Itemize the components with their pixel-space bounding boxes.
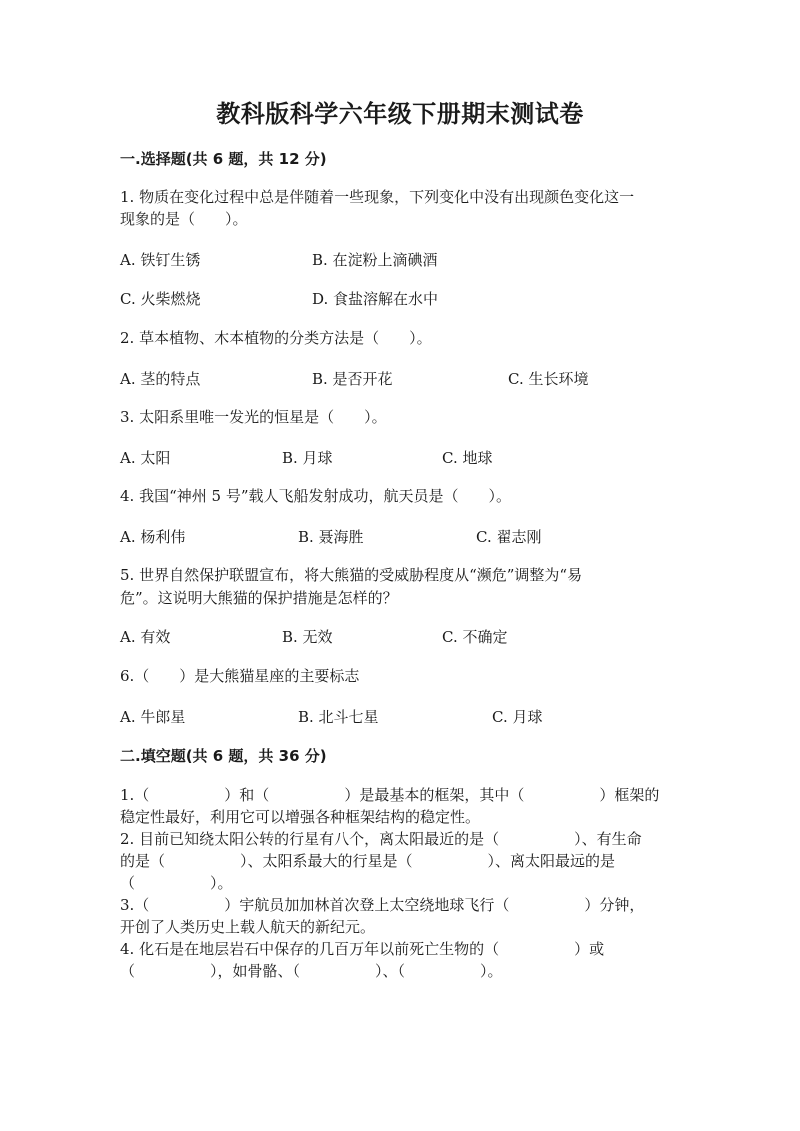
section-heading-fill-blank: 二.填空题(共 6 题，共 36 分) bbox=[120, 747, 327, 765]
question-4-option-a: A. 杨利伟 bbox=[120, 528, 186, 546]
question-1-option-b: B. 在淀粉上滴碘酒 bbox=[312, 251, 438, 269]
fill-line-6: 3.（ ）宇航员加加林首次登上太空绕地球飞行（ ）分钟， bbox=[120, 896, 645, 914]
fill-line-2: 稳定性最好，利用它可以增强各种框架结构的稳定性。 bbox=[120, 808, 481, 826]
question-5-option-c: C. 不确定 bbox=[442, 628, 508, 646]
question-4-option-b: B. 聂海胜 bbox=[298, 528, 364, 546]
question-4-line-1: 4. 我国“神州 5 号”载人飞船发射成功，航天员是（ ）。 bbox=[120, 487, 511, 505]
question-1-line-2: 现象的是（ ）。 bbox=[120, 210, 248, 228]
question-6-line-1: 6.（ ）是大熊猫星座的主要标志 bbox=[120, 667, 360, 685]
question-1-option-d: D. 食盐溶解在水中 bbox=[312, 290, 439, 308]
fill-line-7: 开创了人类历史上载人航天的新纪元。 bbox=[120, 918, 376, 936]
question-2-option-c: C. 生长环境 bbox=[508, 370, 589, 388]
fill-line-1: 1.（ ）和（ ）是最基本的框架，其中（ ）框架的 bbox=[120, 786, 660, 804]
question-6-option-b: B. 北斗七星 bbox=[298, 708, 379, 726]
question-2-option-b: B. 是否开花 bbox=[312, 370, 393, 388]
question-5-line-2: 危”。这说明大熊猫的保护措施是怎样的？ bbox=[120, 589, 398, 607]
question-6-option-a: A. 牛郎星 bbox=[120, 708, 186, 726]
section-heading-choice: 一.选择题(共 6 题，共 12 分) bbox=[120, 150, 327, 168]
question-1-option-c: C. 火柴燃烧 bbox=[120, 290, 201, 308]
page-title: 教科版科学六年级下册期末测试卷 bbox=[216, 99, 584, 128]
fill-line-5: （ ）。 bbox=[120, 874, 233, 892]
question-1-option-a: A. 铁钉生锈 bbox=[120, 251, 201, 269]
question-5-line-1: 5. 世界自然保护联盟宣布，将大熊猫的受威胁程度从“濒危”调整为“易 bbox=[120, 566, 583, 584]
fill-line-4: 的是（ ）、太阳系最大的行星是（ ）、离太阳最远的是 bbox=[120, 852, 616, 870]
question-3-line-1: 3. 太阳系里唯一发光的恒星是（ ）。 bbox=[120, 408, 387, 426]
question-2-line-1: 2. 草本植物、木本植物的分类方法是（ ）。 bbox=[120, 329, 432, 347]
fill-line-9: （ ），如骨骼、（ ）、（ ）。 bbox=[120, 962, 503, 980]
question-5-option-a: A. 有效 bbox=[120, 628, 171, 646]
question-6-option-c: C. 月球 bbox=[492, 708, 543, 726]
question-5-option-b: B. 无效 bbox=[282, 628, 333, 646]
question-1-line-1: 1. 物质在变化过程中总是伴随着一些现象，下列变化中没有出现颜色变化这一 bbox=[120, 188, 635, 206]
question-3-option-a: A. 太阳 bbox=[120, 449, 171, 467]
question-2-option-a: A. 茎的特点 bbox=[120, 370, 201, 388]
fill-line-3: 2. 目前已知绕太阳公转的行星有八个，离太阳最近的是（ ）、有生命 bbox=[120, 830, 642, 848]
question-3-option-b: B. 月球 bbox=[282, 449, 333, 467]
question-4-option-c: C. 翟志刚 bbox=[476, 528, 542, 546]
question-3-option-c: C. 地球 bbox=[442, 449, 493, 467]
fill-line-8: 4. 化石是在地层岩石中保存的几百万年以前死亡生物的（ ）或 bbox=[120, 940, 605, 958]
